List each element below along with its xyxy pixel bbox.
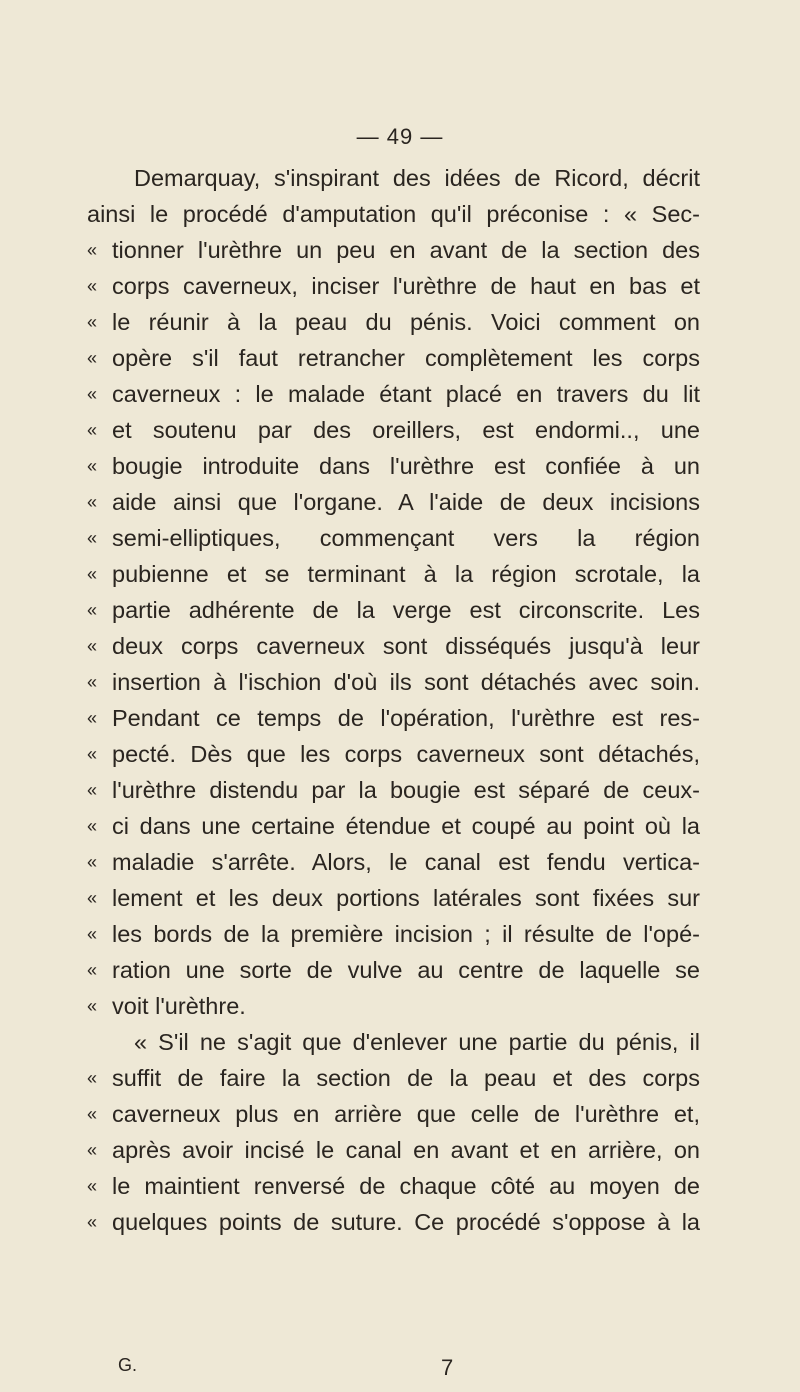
line-text: Demarquay, s'inspirant des idées de Ricord, décrit — [134, 165, 700, 191]
signature-number: 7 — [441, 1355, 454, 1380]
line-text: le réunir à la peau du pénis. Voici comment on — [112, 309, 700, 335]
line-text: partie adhérente de la verge est circonscrite. Les — [112, 597, 700, 623]
line-text: le maintient renversé de chaque côté au moyen de — [112, 1173, 700, 1199]
quote-mark: « — [87, 1104, 98, 1124]
quote-mark: « — [87, 744, 98, 764]
line-text: caverneux : le malade étant placé en travers du lit — [112, 381, 700, 407]
quote-mark: « — [87, 348, 98, 368]
quote-mark: « — [87, 1212, 98, 1232]
quote-mark: « — [87, 780, 98, 800]
line-text: les bords de la première incision ; il résulte de l'opé- — [112, 921, 700, 947]
line-text: quelques points de suture. Ce procédé s'oppose à la — [112, 1209, 700, 1235]
quote-mark: « — [87, 816, 98, 836]
line-text: semi-elliptiques, commençant vers la région — [112, 525, 700, 551]
quote-mark: « — [87, 996, 98, 1016]
quote-mark: « — [87, 672, 98, 692]
line-text: aide ainsi que l'organe. A l'aide de deux incisions — [112, 489, 700, 515]
quote-mark: « — [87, 528, 98, 548]
line-text: lement et les deux portions latérales sont fixées sur — [112, 885, 700, 911]
line-text: voit l'urèthre. — [112, 993, 246, 1019]
quote-mark: « — [87, 888, 98, 908]
line-text: suffit de faire la section de la peau et des corps — [112, 1065, 700, 1091]
quote-mark: « — [87, 1068, 98, 1088]
line-text: maladie s'arrête. Alors, le canal est fendu vertica- — [112, 849, 700, 875]
quote-mark: « — [87, 636, 98, 656]
quote-mark: « — [87, 924, 98, 944]
signature-letter: G. — [118, 1355, 138, 1375]
line-text: deux corps caverneux sont disséqués jusqu'à leur — [112, 633, 700, 659]
quote-mark: « — [87, 312, 98, 332]
line-text: ration une sorte de vulve au centre de laquelle se — [112, 957, 700, 983]
line-text: après avoir incisé le canal en avant et en arrière, on — [112, 1137, 700, 1163]
quote-mark: « — [87, 852, 98, 872]
quote-mark: « — [87, 960, 98, 980]
quote-mark: « — [87, 420, 98, 440]
quote-mark: « — [87, 456, 98, 476]
quote-mark: « — [87, 276, 98, 296]
line-text: ainsi le procédé d'amputation qu'il préconise : « Sec- — [87, 201, 700, 227]
quote-mark: « — [87, 1140, 98, 1160]
line-text: tionner l'urèthre un peu en avant de la section des — [112, 237, 700, 263]
quote-mark: « — [87, 384, 98, 404]
line-text: pecté. Dès que les corps caverneux sont détachés, — [112, 741, 700, 767]
line-text: corps caverneux, inciser l'urèthre de haut en bas et — [112, 273, 700, 299]
line-text: « S'il ne s'agit que d'enlever une partie du pénis, il — [134, 1029, 700, 1055]
line-text: pubienne et se terminant à la région scrotale, la — [112, 561, 700, 587]
line-text: et soutenu par des oreillers, est endormi.., une — [112, 417, 700, 443]
quote-mark: « — [87, 564, 98, 584]
quote-mark: « — [87, 492, 98, 512]
line-text: Pendant ce temps de l'opération, l'urèthre est res- — [112, 705, 700, 731]
quote-mark: « — [87, 708, 98, 728]
line-text: caverneux plus en arrière que celle de l'urèthre et, — [112, 1101, 700, 1127]
quote-mark: « — [87, 240, 98, 260]
quote-mark: « — [87, 1176, 98, 1196]
line-text: insertion à l'ischion d'où ils sont détachés avec soin. — [112, 669, 700, 695]
line-text: l'urèthre distendu par la bougie est séparé de ceux- — [112, 777, 700, 803]
line-text: opère s'il faut retrancher complètement les corps — [112, 345, 700, 371]
line-text: ci dans une certaine étendue et coupé au point où la — [112, 813, 700, 839]
page-number: — 49 — — [356, 124, 444, 149]
line-text: bougie introduite dans l'urèthre est confiée à un — [112, 453, 700, 479]
quote-mark: « — [87, 600, 98, 620]
